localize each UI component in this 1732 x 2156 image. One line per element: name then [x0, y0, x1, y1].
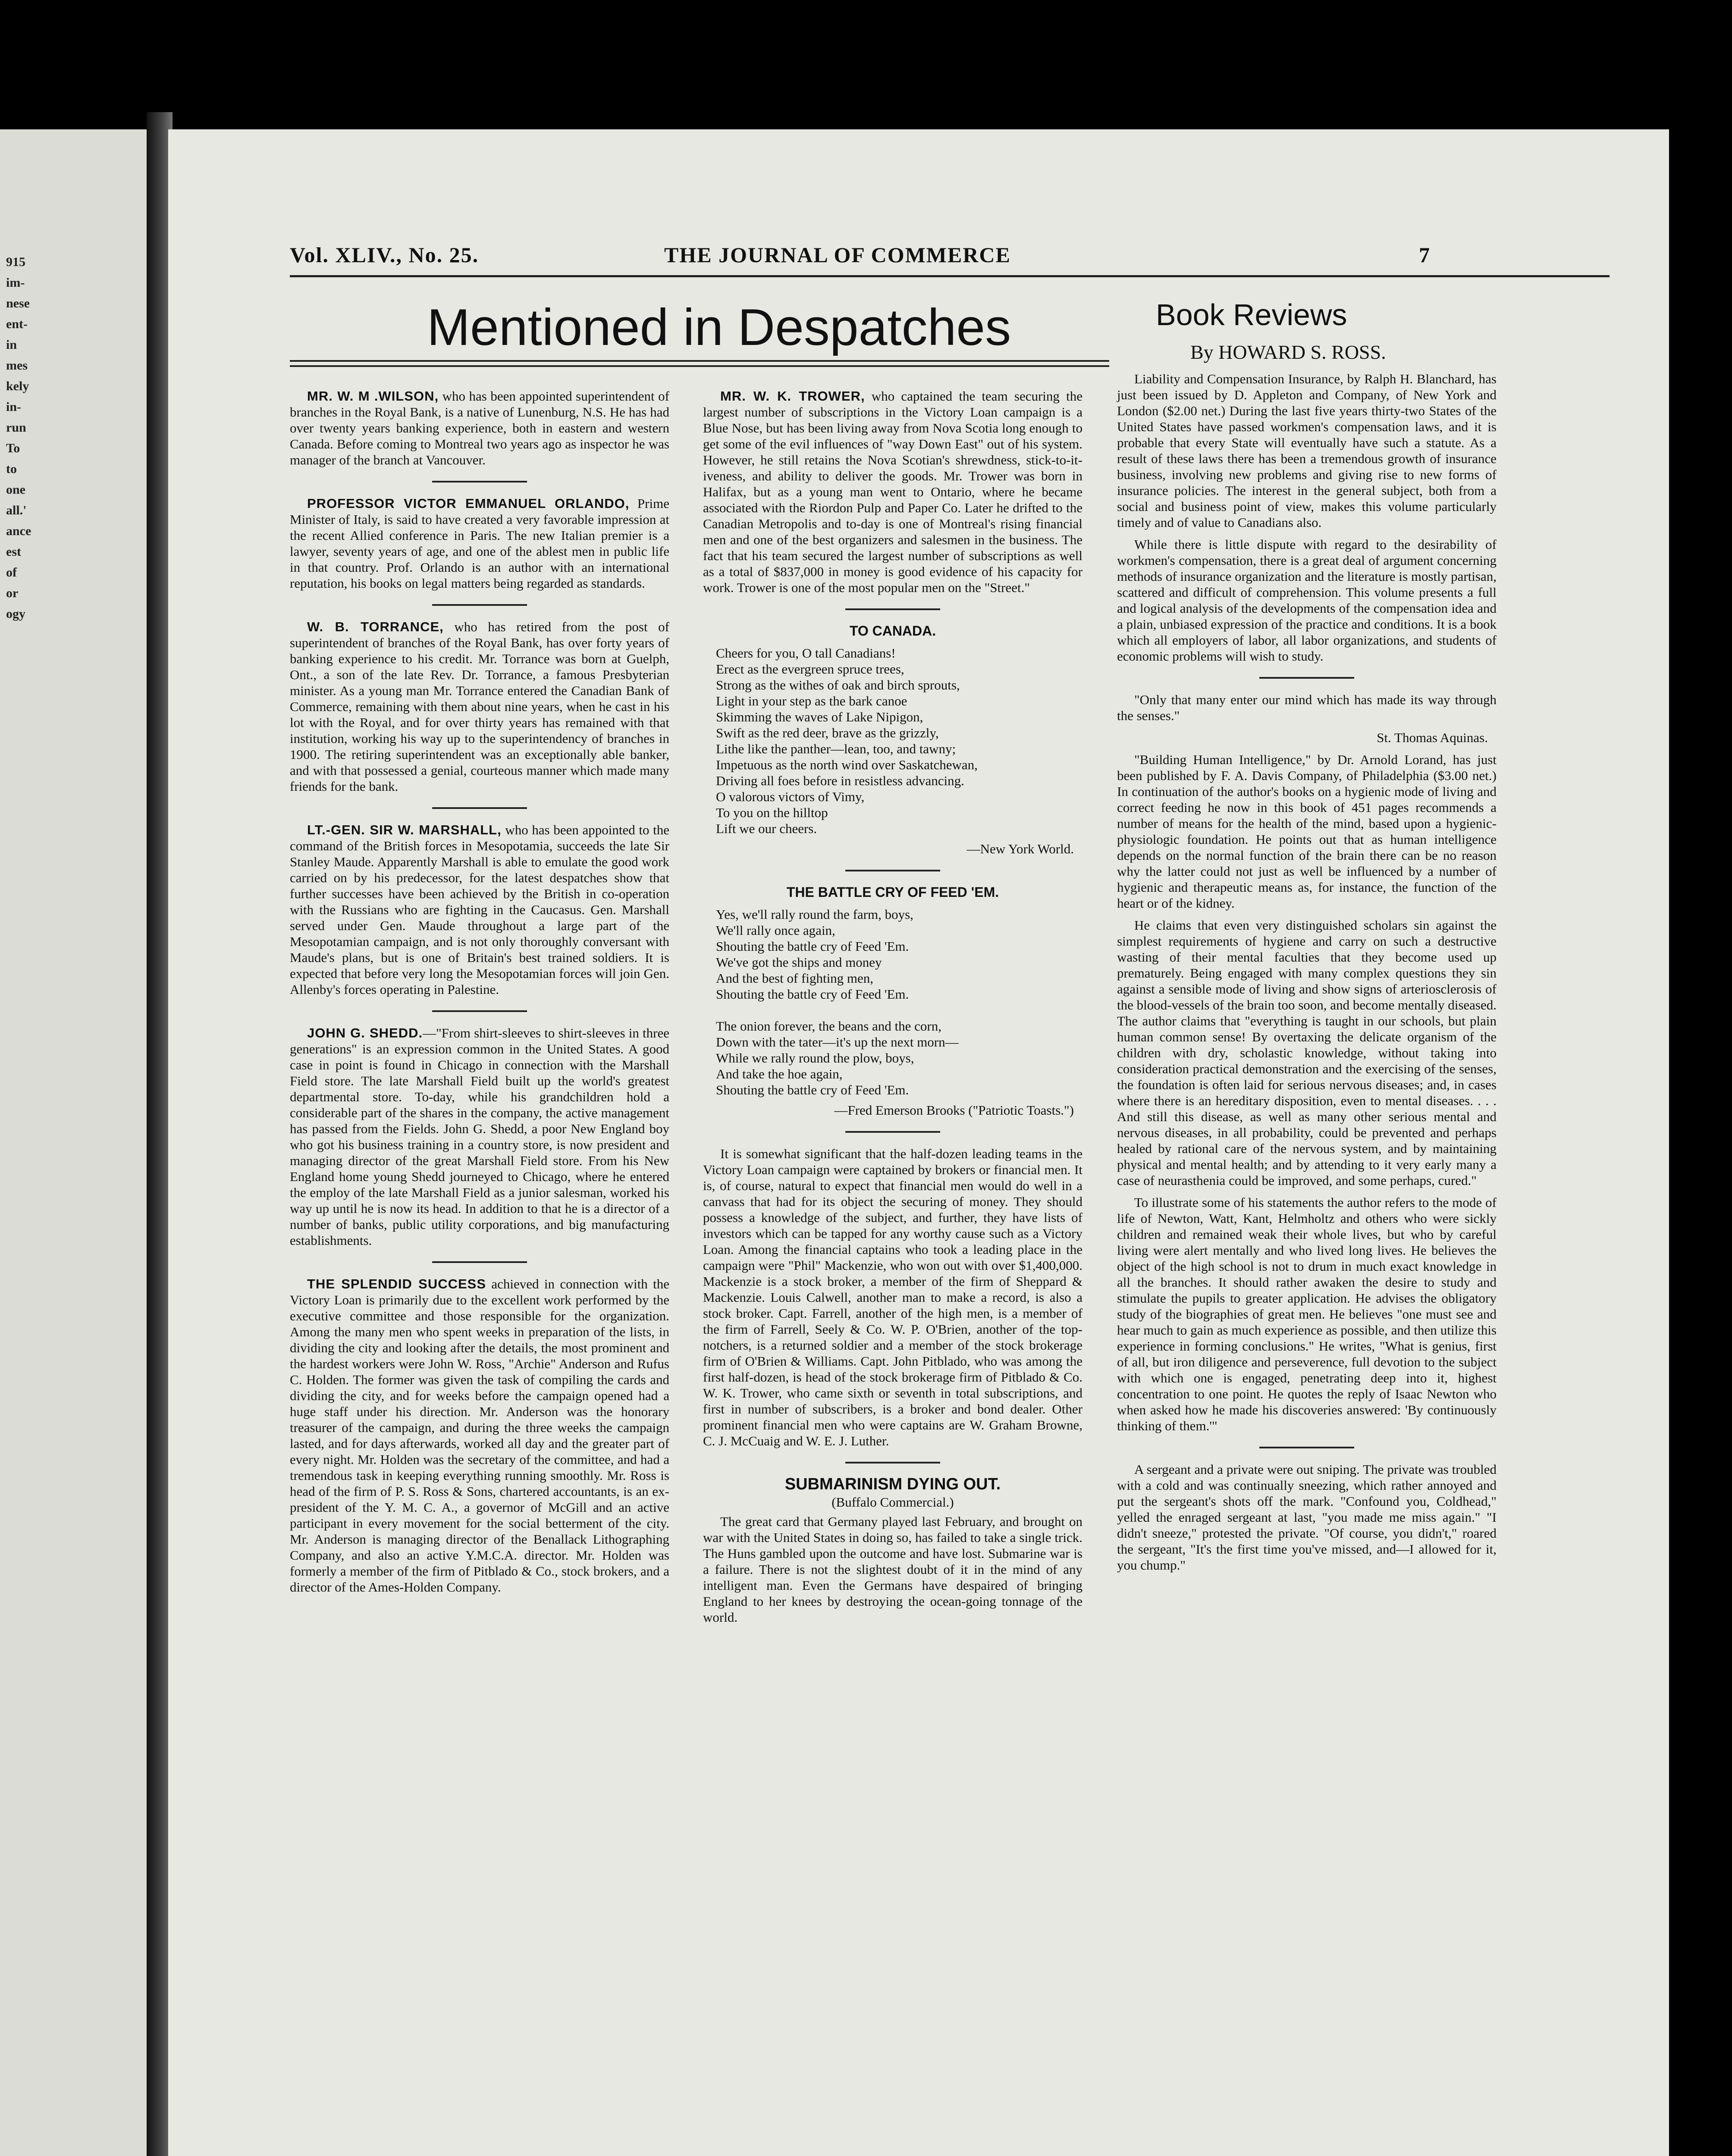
poem-title: THE BATTLE CRY OF FEED 'EM. — [786, 884, 999, 900]
sliver-word: im- — [6, 276, 25, 290]
review-intelligence-cont: He claims that even very distinguished scholars sin against the simplest requirements of hygiene and carry on such a destructive wasting of their mental faculties that they become used up prematurely. Being engaged with many complex questions they sin against a sensible mode of living and show signs of arteriosclerosis of the blood-vessels of the brain too soon, and become mentally diseased. The author claims that "everything is taught in our schools, but plain human common sense! By overtaxing the delicate organism of the children with dry, scholastic knowledge, without taking into consideration practical demonstration and the exercising of the senses, the foundation is often laid for serious nervous diseases; and, in cases where there is an hereditary disposition, even to mental diseases. . . . And still this disease, as well as many other serious mental and nervous diseases, in all probability, could be prevented and perhaps healed by rational care of the nervous system, and by maintaining physical and mental health; and by attending to it very early many a case of neurasthenia could be improved, and some perhaps, cured." — [1117, 918, 1497, 1188]
sliver-word: ent- — [6, 317, 28, 331]
separator — [845, 870, 940, 871]
sliver-word: kely — [6, 379, 29, 393]
poem-line: Driving all foes before in resistless advancing. — [716, 773, 964, 788]
joke-sniping: A sergeant and a private were out sniping. The private was troubled with a cold and was continually sneezing, which rather annoyed and put the sergeant's shots off the mark. "Confound you, Coldhead," yelled the enraged sergeant at last, "you made me miss again." "I didn't sneeze," protested the private. "Of course, you didn't," roared the sergeant, "It's the first time you've missed, and—I allowed for it, you chump." — [1117, 1462, 1497, 1573]
article-orlando: PROFESSOR VICTOR EMMANUEL ORLANDO, Prime Minister of Italy, is said to have created a very favorable impression at the recent Allied conference in Paris. The new Italian premier is a lawyer, seventy years of age, and one of the ablest men in public life in that country. Prof. Orlando is an author with an international reputation, his books on legal matters being regarded as standards. — [290, 496, 669, 591]
poem-line: We'll rally once again, — [716, 923, 835, 938]
separator — [845, 1462, 940, 1463]
sliver-word: of — [6, 565, 17, 580]
column-2 — [703, 388, 1082, 1631]
poem-title: TO CANADA. — [849, 623, 936, 639]
column-3 — [1117, 371, 1497, 1579]
sliver-word: all.' — [6, 503, 27, 517]
byline: By HOWARD S. ROSS. — [1190, 341, 1386, 363]
section-title: Mentioned in Despatches — [427, 298, 1011, 356]
separator — [845, 608, 940, 610]
sliver-word: nese — [6, 296, 30, 310]
poem-line: Erect as the evergreen spruce trees, — [716, 661, 904, 677]
poem-line: Yes, we'll rally round the farm, boys, — [716, 907, 913, 922]
adjacent-page-sliver — [0, 129, 147, 2156]
column-1 — [290, 388, 669, 1601]
poem-line: Shouting the battle cry of Feed 'Em. — [716, 1082, 909, 1097]
article-source: (Buffalo Commercial.) — [831, 1495, 954, 1510]
sliver-word: ogy — [6, 607, 25, 621]
sliver-word: or — [6, 586, 19, 600]
poem-line: Light in your step as the bark canoe — [716, 693, 907, 708]
article-torrance: W. B. TORRANCE, who has retired from the post of superintendent of branches of the Royal Bank, has over forty years of banking experience to his credit. Mr. Torrance was born at Guelph, Ont., a son of the late Rev. Dr. Torrance, a famous Presbyterian minister. As a young man Mr. Torrance entered the Canadian Bank of Commerce, remaining with them about nine years, when he cast in his lot with the Royal, and for over thirty years has remained with that institution, working his way up to the superintendency of branches in 1900. The retiring superintendent was an exceptionally able banker, and with that possessed a genial, courteous manner which made many friends for the bank. — [290, 619, 669, 794]
quote-author: St. Thomas Aquinas. — [1377, 730, 1488, 745]
poem-line: And take the hoe again, — [716, 1066, 843, 1081]
poem-line: O valorous victors of Vimy, — [716, 789, 865, 804]
article-title: SUBMARINISM DYING OUT. — [784, 1475, 1001, 1493]
title-rule — [290, 360, 1109, 367]
journal-name: THE JOURNAL OF COMMERCE — [664, 243, 1011, 267]
volume-number: Vol. XLIV., No. 25. — [290, 243, 479, 267]
sliver-word: in — [6, 338, 17, 352]
poem-line: Swift as the red deer, brave as the grizzly, — [716, 725, 939, 740]
poem-attribution: —Fred Emerson Brooks ("Patriotic Toasts.") — [834, 1103, 1074, 1118]
article-wilson: MR. W. M .WILSON, who has been appointed superintendent of branches in the Royal Bank, is a native of Lunenburg, N.S. He has had over twenty years banking experience, both in eastern and western Canada. Before coming to Montreal two years ago as inspector he was manager of the branch at Vancouver. — [290, 389, 669, 467]
sliver-word: mes — [6, 358, 28, 373]
sliver-word: run — [6, 420, 26, 435]
poem-to-canada — [716, 645, 1082, 837]
sliver-word: est — [6, 545, 21, 559]
poem-attribution: —New York World. — [966, 841, 1074, 856]
poem-line — [716, 1002, 1082, 1018]
sliver-word: in- — [6, 400, 22, 414]
article-shedd: JOHN G. SHEDD.—"From shirt-sleeves to shirt-sleeves in three generations" is an expression common in the United States. A good case in point is found in Chicago in connection with the Marshall Field store. The late Marshall Field built up the world's greatest departmental store. To-day, while his grandchildren hold a considerable part of the shares in the company, the active management has passed from the Fields. John G. Shedd, a poor New England boy who got his business training in a country store, is now president and managing director of the great Marshall Field store. From his New England home young Shedd journeyed to Chicago, where he entered the employ of the late Marshall Field as a junior salesman, worked his way up until he is now its head. In addition to that he is a director of a number of banks, public utility corporations, and big manufacturing establishments. — [290, 1025, 670, 1248]
article-submarinism: The great card that Germany played last February, and brought on war with the United States in doing so, has failed to take a single trick. The Huns gambled upon the outcome and have lost. Submarine war is a failure. There is not the slightest doubt of it in the mind of any intelligent man. Even the Germans have despaired of bringing England to her knees by destroying the ocean-going tonnage of the world. — [703, 1514, 1082, 1625]
separator — [1259, 1447, 1354, 1448]
poem-line: To you on the hilltop — [716, 805, 828, 820]
poem-line: The onion forever, the beans and the corn, — [716, 1018, 941, 1034]
poem-line: We've got the ships and money — [716, 955, 882, 970]
review-liability: Liability and Compensation Insurance, by Ralph H. Blanchard, has just been issued by D. Appleton and Company, of New York and London ($2.00 net.) During the last five years thirty-two States of the United States have passed workmen's compensation laws, and it is probable that every State will eventually have such a statute. As a result of these laws there has been a tremendous growth of insurance business, involving new problems and giving rise to new forms of insurance policies. The interest in the general subject, both from a social and business point of view, makes this volume particularly timely and of value to Canadians also. — [1117, 371, 1497, 530]
quote: "Only that many enter our mind which has made its way through the senses." — [1117, 692, 1497, 723]
poem-line: While we rally round the plow, boys, — [716, 1050, 914, 1065]
article-trower: MR. W. K. TROWER, who captained the team securing the largest number of subscriptions in the Victory Loan campaign is a Blue Nose, but has been living away from Nova Scotia long enough to get some of the evil influences of "way Down East" out of his system. However, he still retains the Nova Scotian's shrewdness, stick-to-it-iveness, and ability to deliver the goods. Mr. Trower was born in Halifax, but as a young man went to Ontario, where he became associated with the Riordon Pulp and Paper Co. Later he drifted to the Canadian Metropolis and to-day is one of Montreal's rising financial men and one of the best organizers and salesmen in the business. The fact that his team secured the largest number of subscriptions as well as a total of $837,000 in money is good evidence of his capacity for work. Trower is one of the most popular men on the "Street." — [703, 389, 1082, 595]
sliver-word: to — [6, 462, 17, 476]
poem-line: Cheers for you, O tall Canadians! — [716, 646, 896, 661]
sliver-word: 915 — [6, 255, 25, 269]
separator — [432, 1010, 527, 1012]
separator — [432, 1261, 527, 1263]
poem-line: Strong as the withes of oak and birch sprouts, — [716, 677, 960, 693]
separator — [432, 481, 527, 483]
poem-line: Skimming the waves of Lake Nipigon, — [716, 709, 923, 724]
article-splendid-success: THE SPLENDID SUCCESS achieved in connection with the Victory Loan is primarily due to the excellent work performed by the executive committee and those responsible for the organization. Among the many men who spent weeks in preparation of the lists, in dividing the city and looking after the details, the most prominent and the hardest workers were John W. Ross, "Archie" Anderson and Rufus C. Holden. The former was given the task of compiling the cards and dividing the city, and for weeks before the campaign opened had a huge staff under his direction. Mr. Anderson was the honorary treasurer of the campaign, and during the three weeks the campaign lasted, and for days afterwards, worked all day and the greater part of every night. Mr. Holden was the secretary of the committee, and had a tremendous task in keeping everything running smoothly. Mr. Ross is head of the firm of P. S. Ross & Sons, chartered accountants, is an ex-president of the Y. M. C. A., a governor of McGill and an active participant in every movement for the social betterment of the city. Mr. Anderson is managing director of the Benallack Lithographing Company, and also an active Y.M.C.A. director. Mr. Holden was formerly a member of the firm of Pitblado & Co., stock brokers, and a director of the Ames-Holden Company. — [290, 1276, 669, 1595]
review-liability-cont: While there is little dispute with regard to the desirability of workmen's compensation, there is a great deal of argument concerning methods of insurance organization and the literature is mostly partisan, scattered and difficult of comprehension. This volume presents a full and logical analysis of the developments of the compensation idea and a plain, unbiased expression of the practice and conditions. It is a book which all employers of labor, all labor organizations, and students of economic problems will wish to study. — [1117, 537, 1497, 664]
review-intelligence: "Building Human Intelligence," by Dr. Arnold Lorand, has just been published by F. A. Davis Company, of Philadelphia ($3.00 net.) In continuation of the author's books on a hygienic mode of living and correct feeding he now in this book of 451 pages recommends a number of means for the health of the mind, based upon a hygienic-physiologic foundation. He points out that as human intelligence depends on the normal function of the brain there can be no reason why the latter could not just as well be influenced by a number of hygienic and therapeutic means as, for instance, the function of the heart or of the kidney. — [1117, 752, 1497, 911]
poem-line: Impetuous as the north wind over Saskatchewan, — [716, 757, 978, 772]
poem-line: Down with the tater—it's up the next morn— — [716, 1034, 959, 1050]
separator — [1259, 677, 1354, 679]
sliver-word: To — [6, 441, 20, 455]
article-significant: It is somewhat significant that the half-dozen leading teams in the Victory Loan campaign were captained by brokers or financial men. It is, of course, natural to expect that financial men would do well in a canvass that had for its object the securing of money. They should possess a knowledge of the subject, and further, they have lists of investors which can be tapped for any worthy cause such as a Victory Loan. Among the financial captains who took a leading place in the campaign were "Phil" Mackenzie, who won out with over $1,400,000. Mackenzie is a stock broker, a member of the firm of Sheppard & Mackenzie. Louis Calwell, another man to make a record, is also a stock broker. Capt. Farrell, another of the high men, is a member of the firm of Farrell, Seely & Co. W. P. O'Brien, another of the top-notchers, is a returned soldier and a member of the stock brokerage firm of O'Brien & Williams. Capt. John Pitblado, who was among the first half-dozen, is head of the stock brokerage firm of Pitblado & Co. W. K. Trower, who came sixth or seventh in total subscriptions, and first in number of subscribers, is a broker and bond dealer. Other prominent financial men who were captains are W. Graham Browne, C. J. McCuaig and W. E. J. Luther. — [703, 1146, 1082, 1448]
poem-line: Shouting the battle cry of Feed 'Em. — [716, 939, 909, 954]
page-number: 7 — [1419, 243, 1431, 267]
newspaper-page — [168, 129, 1669, 2156]
separator — [432, 807, 527, 809]
sliver-word: ance — [6, 524, 31, 538]
separator — [432, 604, 527, 606]
sliver-word: one — [6, 483, 25, 497]
separator — [845, 1131, 940, 1133]
poem-feed-em — [716, 906, 1082, 1098]
book-reviews-title: Book Reviews — [1156, 298, 1347, 332]
review-intelligence-end: To illustrate some of his statements the author refers to the mode of life of Newton, Watt, Kant, Helmholtz and others who were sickly children and remained weak their whole lives, but who by careful living were alert mentally and who lived long lives. He believes the object of the high school is not to drum in much exact knowledge in all the branches. It should rather awaken the desire to study and stimulate the pupils to greater application. He advises the obligatory study of the biographies of great men. He believes "one must see and hear much to gain as much experience as possible, and then utilize this experience in forming conclusions." He writes, "What is genius, first of all, but iron diligence and perseverence, full devotion to the subject with which one is engaged, penetrating deep into it, highest concentration to one point. He quotes the reply of Isaac Newton who when asked how he made his discoveries answered: 'By continuously thinking of them.'" — [1117, 1195, 1497, 1433]
poem-line: Shouting the battle cry of Feed 'Em. — [716, 987, 909, 1002]
header-rule — [290, 275, 1610, 277]
poem-line: And the best of fighting men, — [716, 971, 874, 986]
poem-line: Lithe like the panther—lean, too, and tawny; — [716, 741, 956, 756]
poem-line: Lift we our cheers. — [716, 821, 817, 836]
article-marshall: LT.-GEN. SIR W. MARSHALL, who has been appointed to the command of the British forces in Mesopotamia, succeeds the late Sir Stanley Maude. Apparently Marshall is able to emulate the good work carried on by his predecessor, for the latest despatches show that further successes have been achieved by the British in co-operation with the Russians who are fighting in the Caucasus. Gen. Marshall served under Gen. Maude throughout a large part of the Mesopotamian campaign, and is not only thoroughly conversant with Maude's plans, but is one of Britain's best trained soldiers. It is expected that before very long the Mesopotamian forces will join Gen. Allenby's forces operating in Palestine. — [290, 822, 669, 997]
